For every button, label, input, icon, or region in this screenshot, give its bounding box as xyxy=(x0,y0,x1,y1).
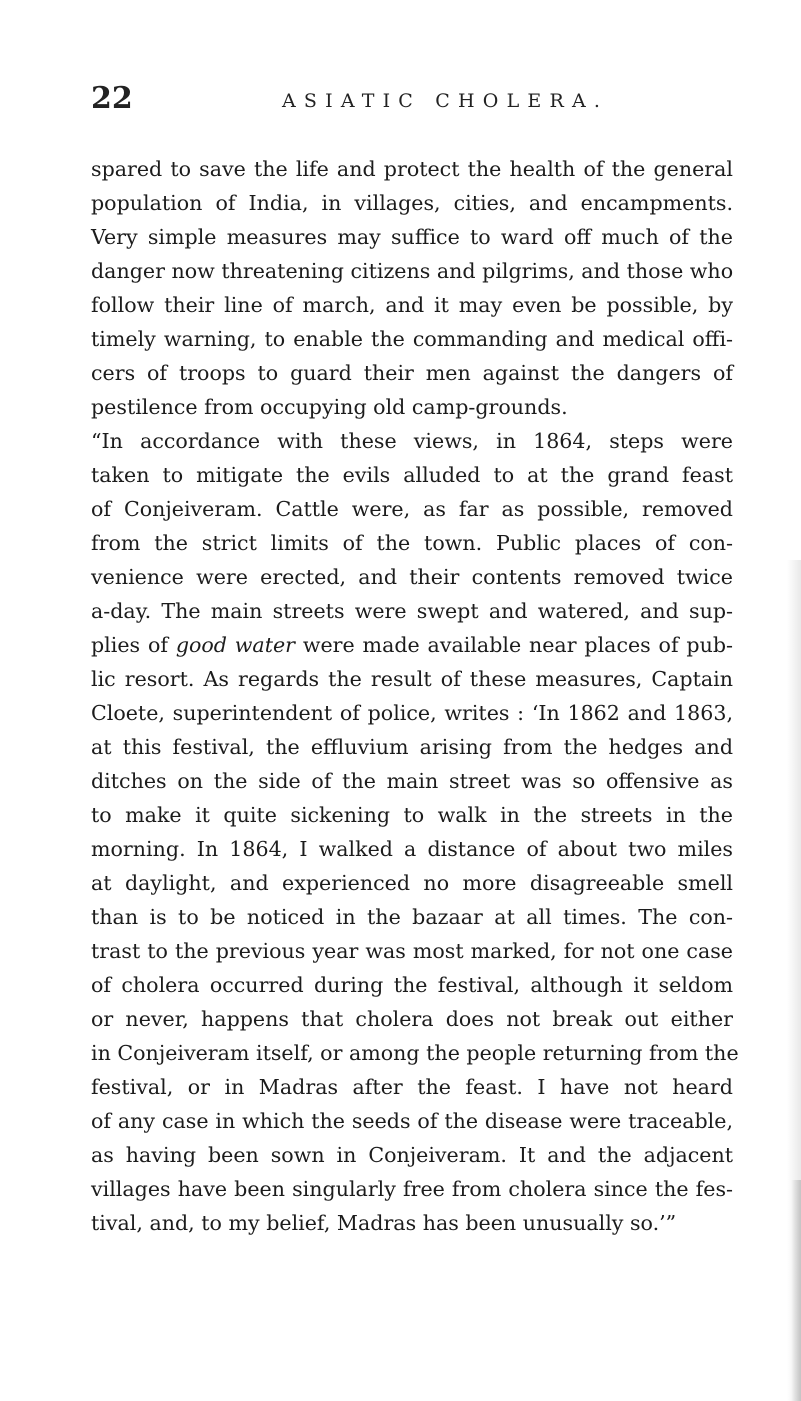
text-line: to make it quite sickening to walk in the streets in the xyxy=(91,803,733,827)
text-line: a-day. The main streets were swept and watered, and sup- xyxy=(91,599,733,623)
text-line: villages have been singularly free from cholera since the fes- xyxy=(91,1177,733,1201)
text-line: in Conjeiveram itself, or among the people returning from the xyxy=(91,1041,739,1065)
text-line: ditches on the side of the main street was so offensive as xyxy=(91,769,733,793)
text-line: as having been sown in Conjeiveram. It and the adjacent xyxy=(91,1143,733,1167)
text-line: venience were erected, and their contents removed twice xyxy=(91,565,733,589)
text-line: pestilence from occupying old camp-grounds. xyxy=(91,395,568,419)
text-line-with-italic xyxy=(91,628,733,662)
text-line: of Conjeiveram. Cattle were, as far as possible, removed xyxy=(91,497,733,521)
text-line: trast to the previous year was most marked, for not one case xyxy=(91,939,733,963)
text-fragment: were made available near places of pub- xyxy=(295,633,734,657)
page-number: 22 xyxy=(91,81,133,116)
text-line: “In accordance with these views, in 1864, steps were xyxy=(91,429,733,453)
text-line: at daylight, and experienced no more disagreeable smell xyxy=(91,871,733,895)
body-text xyxy=(91,152,739,1240)
running-head: ASIATIC CHOLERA. xyxy=(282,90,609,112)
text-line: at this festival, the effluvium arising from the hedges and xyxy=(91,735,733,759)
text-line: population of India, in villages, cities, and encampments. xyxy=(91,191,733,215)
text-line: Cloete, superintendent of police, writes : ‘In 1862 and 1863, xyxy=(91,701,733,725)
text-line: lic resort. As regards the result of these measures, Captain xyxy=(91,667,733,691)
text-line: tival, and, to my belief, Madras has been unusually so.’” xyxy=(91,1211,677,1235)
text-line: than is to be noticed in the bazaar at all times. The con- xyxy=(91,905,733,929)
text-line: festival, or in Madras after the feast. I have not heard xyxy=(91,1075,733,1099)
text-line: morning. In 1864, I walked a distance of about two miles xyxy=(91,837,733,861)
text-line: of cholera occurred during the festival, although it seldom xyxy=(91,973,733,997)
page-edge-shadow xyxy=(791,1180,801,1401)
text-line: spared to save the life and protect the health of the general xyxy=(91,157,733,181)
text-line: taken to mitigate the evils alluded to at the grand feast xyxy=(91,463,733,487)
text-line: of any case in which the seeds of the disease were traceable, xyxy=(91,1109,733,1133)
text-line: from the strict limits of the town. Public places of con- xyxy=(91,531,733,555)
text-line: or never, happens that cholera does not break out either xyxy=(91,1007,733,1031)
page-header xyxy=(0,82,801,116)
text-line: Very simple measures may suffice to ward off much of the xyxy=(91,225,733,249)
text-line: timely warning, to enable the commanding and medical offi- xyxy=(91,327,733,351)
text-line: danger now threatening citizens and pilgrims, and those who xyxy=(91,259,734,283)
text-line: follow their line of march, and it may even be possible, by xyxy=(91,293,733,317)
italic-phrase: good water xyxy=(175,633,296,657)
text-line: cers of troops to guard their men against the dangers of xyxy=(91,361,733,385)
text-fragment: plies of xyxy=(91,633,176,657)
